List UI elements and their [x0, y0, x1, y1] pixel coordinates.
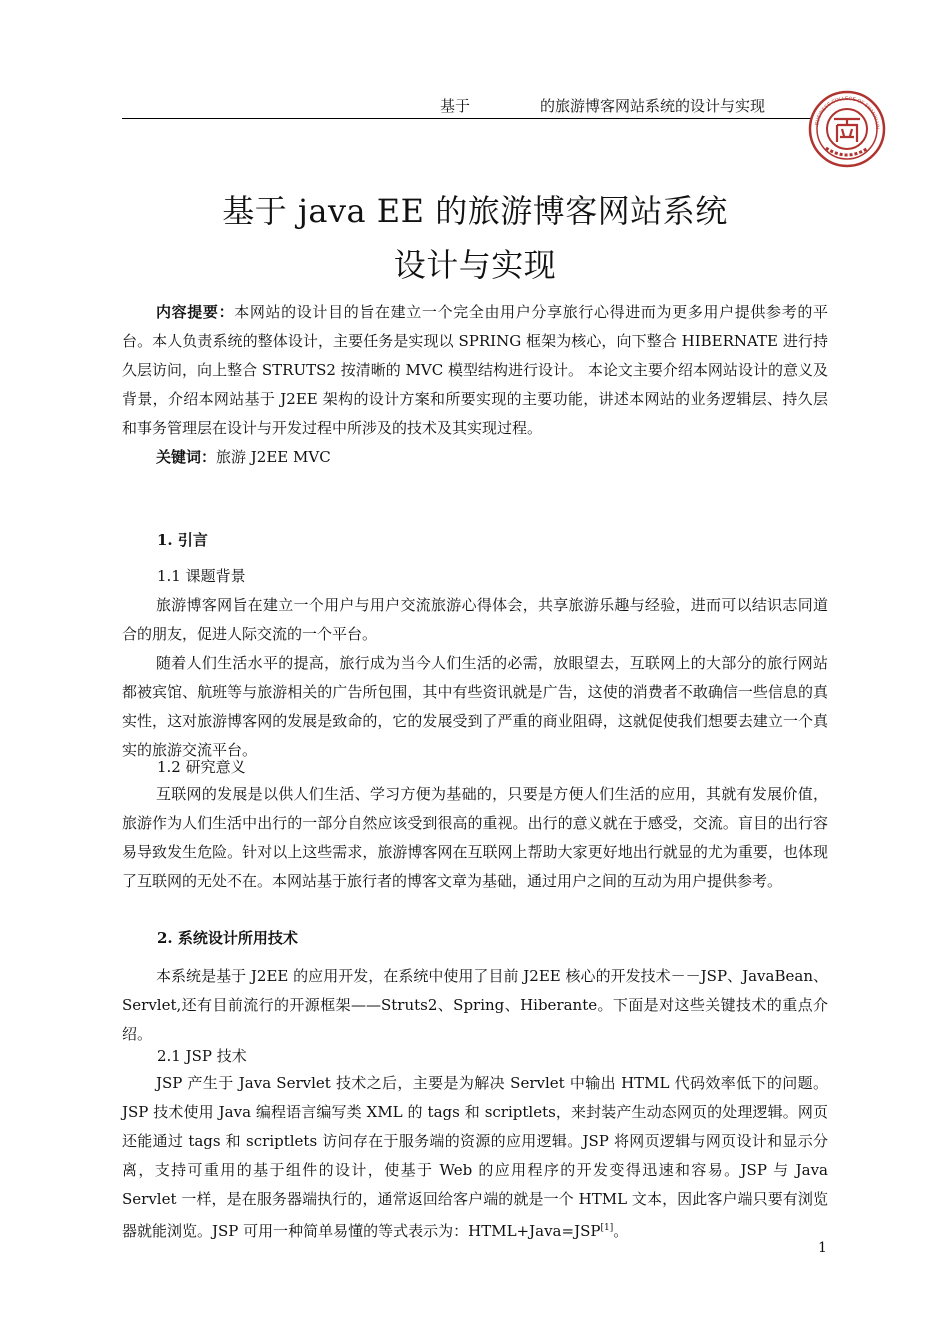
- section-2-1-body: [122, 1069, 828, 1246]
- section-2-heading: 2. 系统设计所用技术: [157, 929, 298, 947]
- running-header-right: 的旅游博客网站系统的设计与实现: [540, 97, 766, 115]
- citation-ref: [1]: [600, 1223, 614, 1233]
- paper-title-line2: 设计与实现: [393, 246, 557, 284]
- section-1-2-body: [122, 780, 828, 896]
- abstract: [122, 298, 828, 472]
- running-header-left: 基于: [440, 97, 471, 115]
- abstract-text: 本网站的设计目的旨在建立一个完全由用户分享旅行心得进而为更多用户提供参考的平台。本人负责系统的整体设计，主要任务是实现以 SPRING 框架为核心，向下整合 HIBERNATE 进行持久层访问，向上整合 STRUTS2 按清晰的 MVC 模型结构进行设计。 本论文主要介绍本网站设计的意义及背景，介绍本网站基于 J2EE 架构的设计方案和所要实现的主要功能，讲述本网站的业务逻辑层、持久层和事务管理层在设计与开发过程中所涉及的技术及其实现过程。: [122, 303, 828, 437]
- section-1-1-heading: 1.1 课题背景: [157, 567, 246, 585]
- section-1-heading: 1. 引言: [157, 531, 208, 549]
- section-2-body: [122, 962, 828, 1049]
- paragraph: 本系统是基于 J2EE 的应用开发，在系统中使用了目前 J2EE 核心的开发技术－－JSP、JavaBean、Servlet,还有目前流行的开源框架——Struts2、Spring、Hiberante。下面是对这些关键技术的重点介绍。: [122, 967, 828, 1043]
- section-1-2-heading: 1.2 研究意义: [157, 758, 246, 776]
- keywords-label: 关键词：: [156, 448, 217, 466]
- paragraph: 随着人们生活水平的提高，旅行成为当今人们生活的必需，放眼望去，互联网上的大部分的旅行网站都被宾馆、航班等与旅游相关的广告所包围，其中有些资讯就是广告，这使的消费者不敢确信一些信息的真实性，这对旅游博客网的发展是致命的，它的发展受到了严重的商业阻碍，这就促使我们想要去建立一个真实的旅游交流平台。: [122, 654, 828, 759]
- paragraph: JSP 产生于 Java Servlet 技术之后，主要是为解决 Servlet 中输出 HTML 代码效率低下的问题。JSP 技术使用 Java 编程语言编写类 XML 的 tags 和 scriptlets，来封装产生动态网页的处理逻辑。网页还能通过 tags 和 scriptlets 访问存在于服务端的资源的应用逻辑。JSP 将网页逻辑与网页设计和显示分离，支持可重用的基于组件的设计，使基于 Web 的应用程序的开发变得迅速和容易。JSP 与 Java Servlet 一样，是在服务器端执行的，通常返回给客户端的就是一个 HTML 文本，因此客户端只要有浏览器就能浏览。JSP 可用一种简单易懂的等式表示为：HTML+Java=JSP: [122, 1074, 828, 1240]
- paper-title-line1: 基于 java EE 的旅游博客网站系统: [222, 192, 728, 230]
- paragraph: 互联网的发展是以供人们生活、学习方便为基础的，只要是方便人们生活的应用，其就有发展价值，旅游作为人们生活中出行的一部分自然应该受到很高的重视。出行的意义就在于感受，交流。盲目的出行容易导致发生危险。针对以上这些需求，旅游博客网在互联网上帮助大家更好地出行就显的尤为重要，也体现了互联网的无处不在。本网站基于旅行者的博客文章为基础，通过用户之间的互动为用户提供参考。: [122, 785, 828, 890]
- keywords-text: 旅游 J2EE MVC: [216, 448, 331, 466]
- svg-text:BUSINESS COLLEGE OF SHANXI UNI: BUSINESS COLLEGE OF SHANXI UN: [814, 95, 881, 130]
- header-rule: [122, 118, 812, 119]
- abstract-label: 内容提要：: [156, 303, 235, 321]
- university-seal-logo: [808, 90, 886, 168]
- paragraph-end: 。: [613, 1222, 629, 1240]
- page-number: 1: [818, 1240, 827, 1256]
- section-2-1-heading: 2.1 JSP 技术: [157, 1047, 247, 1065]
- paragraph: 旅游博客网旨在建立一个用户与用户交流旅游心得体会，共享旅游乐趣与经验，进而可以结识志同道合的朋友，促进人际交流的一个平台。: [122, 596, 828, 643]
- section-1-1-body: [122, 591, 828, 765]
